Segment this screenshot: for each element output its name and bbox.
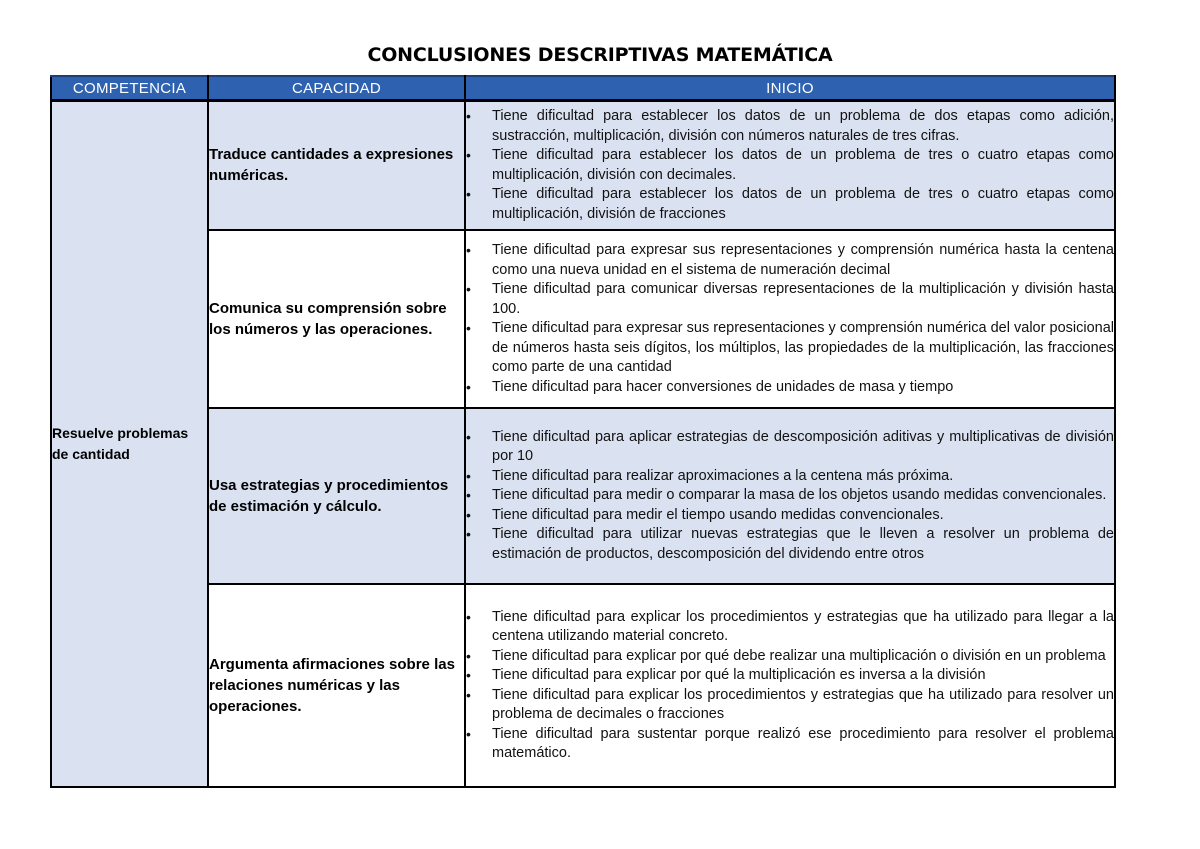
header-competencia: COMPETENCIA	[51, 76, 208, 101]
descriptor-list	[466, 241, 1114, 397]
page-title: CONCLUSIONES DESCRIPTIVAS MATEMÁTICA	[367, 44, 833, 66]
list-item: • Tiene dificultad para explicar por qué debe realizar una multiplicación o división en un problema	[466, 647, 1114, 667]
descriptor-list	[466, 608, 1114, 764]
descriptor-list	[466, 107, 1114, 224]
capacidad-label: Usa estrategias y procedimientos de estimación y cálculo.	[209, 476, 449, 515]
competencia-label: Resuelve problemas de cantidad	[52, 424, 189, 462]
list-item: • Tiene dificultad para utilizar nuevas estrategias que le lleven a resolver un problema de estimación de productos, descomposición del dividendo entre otros	[466, 525, 1114, 564]
list-item: • Tiene dificultad para establecer los datos de un problema de tres o cuatro etapas como multiplicación, división de fracciones	[466, 185, 1114, 224]
descriptor-cell	[465, 101, 1115, 230]
list-item: • Tiene dificultad para aplicar estrategias de descomposición aditivas y multiplicativas de división por 10	[466, 428, 1114, 467]
list-item: • Tiene dificultad para establecer los datos de un problema de tres o cuatro etapas como multiplicación, división con decimales.	[466, 146, 1114, 185]
list-item: • Tiene dificultad para hacer conversiones de unidades de masa y tiempo	[466, 378, 1114, 398]
list-item: • Tiene dificultad para establecer los datos de un problema de dos etapas como adición, sustracción, multiplicación, división con números naturales de tres cifras.	[466, 107, 1114, 146]
list-item: • Tiene dificultad para explicar los procedimientos y estrategias que ha utilizado para llegar a la centena utilizando material concreto.	[466, 608, 1114, 647]
list-item: • Tiene dificultad para realizar aproximaciones a la centena más próxima.	[466, 467, 1114, 487]
capacidad-cell	[208, 101, 465, 230]
list-item: • Tiene dificultad para sustentar porque realizó ese procedimiento para resolver el problema matemático.	[466, 725, 1114, 764]
list-item: • Tiene dificultad para explicar los procedimientos y estrategias que ha utilizado para resolver un problema de decimales o fracciones	[466, 686, 1114, 725]
table-header-row	[51, 76, 1115, 101]
descriptor-list	[466, 428, 1114, 565]
table-row	[51, 584, 1115, 787]
header-inicio: INICIO	[465, 76, 1115, 101]
capacidad-cell	[208, 584, 465, 787]
list-item: • Tiene dificultad para expresar sus representaciones y comprensión numérica hasta la centena como una nueva unidad en el sistema de numeración decimal	[466, 241, 1114, 280]
list-item: • Tiene dificultad para expresar sus representaciones y comprensión numérica del valor posicional de números hasta seis dígitos, los múltiplos, las propiedades de la multiplicación, las fracciones como parte de una cantidad	[466, 319, 1114, 378]
table-row	[51, 230, 1115, 408]
list-item: • Tiene dificultad para medir el tiempo usando medidas convencionales.	[466, 506, 1114, 526]
capacidad-cell	[208, 408, 465, 584]
conclusions-table	[50, 75, 1116, 788]
table-row	[51, 101, 1115, 230]
list-item: • Tiene dificultad para medir o comparar la masa de los objetos usando medidas convencionales.	[466, 486, 1114, 506]
capacidad-label: Argumenta afirmaciones sobre las relaciones numéricas y las operaciones.	[209, 655, 455, 715]
capacidad-label: Comunica su comprensión sobre los números y las operaciones.	[209, 299, 447, 338]
capacidad-cell	[208, 230, 465, 408]
descriptor-cell	[465, 230, 1115, 408]
list-item: • Tiene dificultad para explicar por qué la multiplicación es inversa a la división	[466, 666, 1114, 686]
header-capacidad: CAPACIDAD	[208, 76, 465, 101]
table-row	[51, 408, 1115, 584]
capacidad-label: Traduce cantidades a expresiones numéricas.	[209, 146, 454, 185]
descriptor-cell	[465, 408, 1115, 584]
descriptor-cell	[465, 584, 1115, 787]
competencia-cell	[51, 101, 208, 787]
list-item: • Tiene dificultad para comunicar diversas representaciones de la multiplicación y división hasta 100.	[466, 280, 1114, 319]
